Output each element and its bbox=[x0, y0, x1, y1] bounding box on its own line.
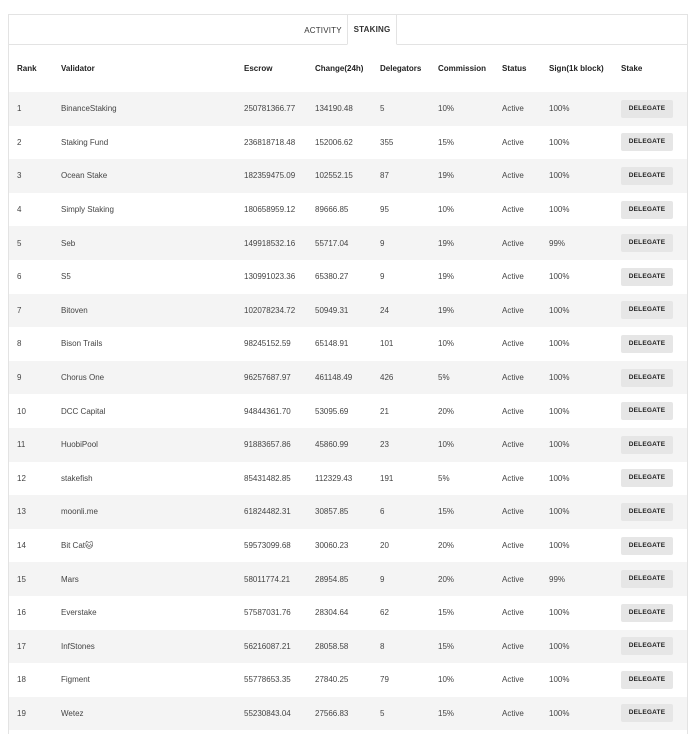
cell-change: 89666.85 bbox=[315, 205, 349, 215]
delegate-button[interactable]: DELEGATE bbox=[621, 537, 673, 555]
cell-escrow: 236818718.48 bbox=[244, 137, 296, 147]
cell-delegators: 24 bbox=[380, 305, 389, 315]
cell-escrow: 102078234.72 bbox=[244, 305, 296, 315]
cell-validator: Ocean Stake bbox=[61, 171, 108, 181]
cell-escrow: 94844361.70 bbox=[244, 406, 291, 416]
cell-change: 45860.99 bbox=[315, 440, 349, 450]
cell-commission: 20% bbox=[438, 574, 455, 584]
cell-escrow: 91883657.86 bbox=[244, 440, 291, 450]
cell-status: Active bbox=[502, 171, 524, 181]
cell-sign: 100% bbox=[549, 305, 570, 315]
table-row bbox=[9, 327, 688, 361]
cell-sign: 100% bbox=[549, 507, 570, 517]
cell-validator: Mars bbox=[61, 574, 79, 584]
delegate-button[interactable]: DELEGATE bbox=[621, 369, 673, 387]
delegate-button[interactable]: DELEGATE bbox=[621, 201, 673, 219]
cell-stake bbox=[621, 596, 688, 630]
cell-delegators: 9 bbox=[380, 574, 385, 584]
tab-bar bbox=[9, 15, 687, 45]
cell-stake bbox=[621, 294, 688, 328]
cell-escrow: 250781366.77 bbox=[244, 104, 296, 114]
cell-status: Active bbox=[502, 574, 524, 584]
cell-stake bbox=[621, 394, 688, 428]
delegate-button[interactable]: DELEGATE bbox=[621, 100, 673, 118]
cell-commission: 15% bbox=[438, 608, 455, 618]
cell-rank: 10 bbox=[17, 406, 26, 416]
cell-delegators: 426 bbox=[380, 373, 394, 383]
cell-commission: 10% bbox=[438, 675, 455, 685]
table-header-row bbox=[9, 45, 688, 92]
cell-validator: Everstake bbox=[61, 608, 97, 618]
cell-escrow: 180658959.12 bbox=[244, 205, 296, 215]
cell-rank: 19 bbox=[17, 708, 26, 718]
cell-commission: 19% bbox=[438, 171, 455, 181]
table-row bbox=[9, 630, 688, 664]
cell-sign: 100% bbox=[549, 137, 570, 147]
cell-rank: 3 bbox=[17, 171, 22, 181]
cell-validator: InfStones bbox=[61, 641, 95, 651]
cell-status: Active bbox=[502, 238, 524, 248]
header-status[interactable]: Status bbox=[502, 64, 527, 73]
table-row bbox=[9, 562, 688, 596]
cell-stake bbox=[621, 159, 688, 193]
cell-change: 112329.43 bbox=[315, 473, 353, 483]
cell-status: Active bbox=[502, 137, 524, 147]
cell-delegators: 191 bbox=[380, 473, 394, 483]
cell-change: 50949.31 bbox=[315, 305, 349, 315]
table-row bbox=[9, 394, 688, 428]
cell-stake bbox=[621, 663, 688, 697]
cell-validator: Seb bbox=[61, 238, 76, 248]
table-row bbox=[9, 294, 688, 328]
cell-rank: 15 bbox=[17, 574, 26, 584]
delegate-button[interactable]: DELEGATE bbox=[621, 268, 673, 286]
cell-escrow: 96257687.97 bbox=[244, 373, 291, 383]
header-escrow[interactable]: Escrow bbox=[244, 64, 273, 73]
table-row bbox=[9, 495, 688, 529]
delegate-button[interactable]: DELEGATE bbox=[621, 704, 673, 722]
cell-rank: 14 bbox=[17, 541, 26, 551]
cell-escrow: 149918532.16 bbox=[244, 238, 296, 248]
cell-commission: 10% bbox=[438, 205, 455, 215]
cell-commission: 15% bbox=[438, 137, 455, 147]
header-rank[interactable]: Rank bbox=[17, 64, 37, 73]
cell-stake bbox=[621, 361, 688, 395]
cell-escrow: 182359475.09 bbox=[244, 171, 296, 181]
cell-change: 55717.04 bbox=[315, 238, 349, 248]
cell-commission: 15% bbox=[438, 708, 455, 718]
table-row bbox=[9, 126, 688, 160]
cell-delegators: 87 bbox=[380, 171, 389, 181]
cell-stake bbox=[621, 92, 688, 126]
cell-sign: 100% bbox=[549, 708, 570, 718]
cell-validator: Wetez bbox=[61, 708, 84, 718]
validators-table bbox=[9, 45, 688, 730]
cell-status: Active bbox=[502, 104, 524, 114]
cell-delegators: 355 bbox=[380, 137, 394, 147]
cell-delegators: 79 bbox=[380, 675, 389, 685]
header-stake: Stake bbox=[621, 64, 643, 73]
cell-delegators: 6 bbox=[380, 507, 385, 517]
cell-escrow: 61824482.31 bbox=[244, 507, 291, 517]
cell-rank: 7 bbox=[17, 305, 22, 315]
cell-delegators: 95 bbox=[380, 205, 389, 215]
cell-commission: 10% bbox=[438, 104, 455, 114]
cell-change: 65380.27 bbox=[315, 272, 349, 282]
table-row bbox=[9, 193, 688, 227]
cell-escrow: 59573099.68 bbox=[244, 541, 291, 551]
cell-validator: HuobiPool bbox=[61, 440, 98, 450]
cell-status: Active bbox=[502, 675, 524, 685]
cell-delegators: 9 bbox=[380, 272, 385, 282]
cell-validator: Staking Fund bbox=[61, 137, 109, 147]
cell-delegators: 5 bbox=[380, 708, 385, 718]
cell-commission: 20% bbox=[438, 541, 455, 551]
cell-rank: 18 bbox=[17, 675, 26, 685]
cell-stake bbox=[621, 630, 688, 664]
cell-change: 134190.48 bbox=[315, 104, 353, 114]
cell-change: 30857.85 bbox=[315, 507, 349, 517]
delegate-button[interactable]: DELEGATE bbox=[621, 436, 673, 454]
header-change[interactable]: Change(24h) bbox=[315, 64, 364, 73]
cell-stake bbox=[621, 562, 688, 596]
cell-change: 30060.23 bbox=[315, 541, 349, 551]
header-delegators[interactable]: Delegators bbox=[380, 64, 422, 73]
cell-escrow: 55778653.35 bbox=[244, 675, 291, 685]
cell-sign: 100% bbox=[549, 675, 570, 685]
staking-panel bbox=[8, 14, 688, 734]
cell-status: Active bbox=[502, 339, 524, 349]
cell-validator: DCC Capital bbox=[61, 406, 106, 416]
cell-commission: 19% bbox=[438, 238, 455, 248]
cell-stake bbox=[621, 226, 688, 260]
cell-validator: Bitoven bbox=[61, 305, 88, 315]
cell-rank: 11 bbox=[17, 440, 26, 450]
cell-delegators: 8 bbox=[380, 641, 385, 651]
cell-commission: 5% bbox=[438, 373, 450, 383]
cell-rank: 13 bbox=[17, 507, 26, 517]
delegate-button[interactable]: DELEGATE bbox=[621, 637, 673, 655]
cell-sign: 100% bbox=[549, 205, 570, 215]
delegate-button[interactable]: DELEGATE bbox=[621, 301, 673, 319]
cell-escrow: 56216087.21 bbox=[244, 641, 291, 651]
cell-sign: 100% bbox=[549, 541, 570, 551]
delegate-button[interactable]: DELEGATE bbox=[621, 503, 673, 521]
cell-sign: 100% bbox=[549, 104, 570, 114]
cell-status: Active bbox=[502, 305, 524, 315]
cell-commission: 15% bbox=[438, 641, 455, 651]
cell-stake bbox=[621, 327, 688, 361]
cell-validator: moonli.me bbox=[61, 507, 98, 517]
cell-change: 28304.64 bbox=[315, 608, 349, 618]
cell-escrow: 85431482.85 bbox=[244, 473, 291, 483]
delegate-button[interactable]: DELEGATE bbox=[621, 234, 673, 252]
cell-status: Active bbox=[502, 507, 524, 517]
cell-rank: 1 bbox=[17, 104, 22, 114]
cell-rank: 5 bbox=[17, 238, 22, 248]
cell-stake bbox=[621, 126, 688, 160]
cell-sign: 100% bbox=[549, 473, 570, 483]
cell-sign: 100% bbox=[549, 608, 570, 618]
delegate-button[interactable]: DELEGATE bbox=[621, 167, 673, 185]
delegate-button[interactable]: DELEGATE bbox=[621, 402, 673, 420]
table-body bbox=[9, 92, 688, 730]
header-commission[interactable]: Commission bbox=[438, 64, 487, 73]
cell-commission: 19% bbox=[438, 272, 455, 282]
table-row bbox=[9, 226, 688, 260]
cell-delegators: 5 bbox=[380, 104, 385, 114]
cell-delegators: 20 bbox=[380, 541, 389, 551]
cell-stake bbox=[621, 495, 688, 529]
cell-status: Active bbox=[502, 272, 524, 282]
cell-sign: 100% bbox=[549, 373, 570, 383]
cell-status: Active bbox=[502, 440, 524, 450]
cell-escrow: 130991023.36 bbox=[244, 272, 296, 282]
cell-status: Active bbox=[502, 205, 524, 215]
cell-validator: Figment bbox=[61, 675, 90, 685]
table-row bbox=[9, 596, 688, 630]
cell-rank: 16 bbox=[17, 608, 26, 618]
cell-status: Active bbox=[502, 541, 524, 551]
cell-change: 27566.83 bbox=[315, 708, 349, 718]
cell-sign: 100% bbox=[549, 440, 570, 450]
cell-status: Active bbox=[502, 608, 524, 618]
cell-commission: 15% bbox=[438, 507, 455, 517]
table-row bbox=[9, 92, 688, 126]
tab-activity[interactable]: ACTIVITY bbox=[304, 25, 342, 35]
cell-rank: 12 bbox=[17, 473, 26, 483]
cell-validator: S5 bbox=[61, 272, 71, 282]
cell-delegators: 21 bbox=[380, 406, 389, 416]
delegate-button[interactable]: DELEGATE bbox=[621, 469, 673, 487]
cell-commission: 20% bbox=[438, 406, 455, 416]
cell-stake bbox=[621, 697, 688, 731]
table-row bbox=[9, 462, 688, 496]
cell-validator: Bit Cat🐱 bbox=[61, 541, 94, 551]
cell-status: Active bbox=[502, 708, 524, 718]
cell-sign: 100% bbox=[549, 272, 570, 282]
header-validator[interactable]: Validator bbox=[61, 64, 95, 73]
cell-validator: Chorus One bbox=[61, 373, 105, 383]
cell-rank: 2 bbox=[17, 137, 22, 147]
table-row bbox=[9, 159, 688, 193]
table-row bbox=[9, 663, 688, 697]
cell-stake bbox=[621, 260, 688, 294]
cell-status: Active bbox=[502, 473, 524, 483]
cell-change: 28954.85 bbox=[315, 574, 349, 584]
cell-delegators: 9 bbox=[380, 238, 385, 248]
cell-validator: Simply Staking bbox=[61, 205, 114, 215]
cell-status: Active bbox=[502, 641, 524, 651]
tab-staking[interactable]: STAKING bbox=[347, 14, 397, 45]
header-sign[interactable]: Sign(1k block) bbox=[549, 64, 604, 73]
table-row bbox=[9, 428, 688, 462]
cell-change: 53095.69 bbox=[315, 406, 349, 416]
cell-validator: Bison Trails bbox=[61, 339, 103, 349]
cell-escrow: 98245152.59 bbox=[244, 339, 291, 349]
cell-sign: 100% bbox=[549, 339, 570, 349]
cell-delegators: 62 bbox=[380, 608, 389, 618]
cell-rank: 8 bbox=[17, 339, 22, 349]
table-row bbox=[9, 529, 688, 563]
cell-status: Active bbox=[502, 406, 524, 416]
cell-commission: 10% bbox=[438, 440, 455, 450]
cell-escrow: 57587031.76 bbox=[244, 608, 291, 618]
cell-stake bbox=[621, 462, 688, 496]
delegate-button[interactable]: DELEGATE bbox=[621, 604, 673, 622]
cell-stake bbox=[621, 193, 688, 227]
cell-rank: 6 bbox=[17, 272, 22, 282]
table-row bbox=[9, 361, 688, 395]
cell-status: Active bbox=[502, 373, 524, 383]
cell-sign: 100% bbox=[549, 171, 570, 181]
delegate-button[interactable]: DELEGATE bbox=[621, 335, 673, 353]
cell-sign: 99% bbox=[549, 238, 566, 248]
cell-delegators: 101 bbox=[380, 339, 394, 349]
cell-escrow: 55230843.04 bbox=[244, 708, 291, 718]
cell-change: 27840.25 bbox=[315, 675, 349, 685]
cell-rank: 17 bbox=[17, 641, 26, 651]
cell-sign: 99% bbox=[549, 574, 566, 584]
cell-stake bbox=[621, 428, 688, 462]
cell-commission: 5% bbox=[438, 473, 450, 483]
delegate-button[interactable]: DELEGATE bbox=[621, 570, 673, 588]
cell-sign: 100% bbox=[549, 406, 570, 416]
cell-commission: 19% bbox=[438, 305, 455, 315]
cell-change: 102552.15 bbox=[315, 171, 353, 181]
cell-delegators: 23 bbox=[380, 440, 389, 450]
cell-change: 461148.49 bbox=[315, 373, 353, 383]
cell-sign: 100% bbox=[549, 641, 570, 651]
cell-validator: BinanceStaking bbox=[61, 104, 117, 114]
cell-change: 65148.91 bbox=[315, 339, 349, 349]
cell-commission: 10% bbox=[438, 339, 455, 349]
cell-stake bbox=[621, 529, 688, 563]
cell-rank: 4 bbox=[17, 205, 22, 215]
delegate-button[interactable]: DELEGATE bbox=[621, 133, 673, 151]
table-row bbox=[9, 260, 688, 294]
cell-validator: stakefish bbox=[61, 473, 93, 483]
cell-escrow: 58011774.21 bbox=[244, 574, 291, 584]
cell-rank: 9 bbox=[17, 373, 22, 383]
cell-change: 152006.62 bbox=[315, 137, 353, 147]
table-row bbox=[9, 697, 688, 731]
cell-change: 28058.58 bbox=[315, 641, 349, 651]
delegate-button[interactable]: DELEGATE bbox=[621, 671, 673, 689]
